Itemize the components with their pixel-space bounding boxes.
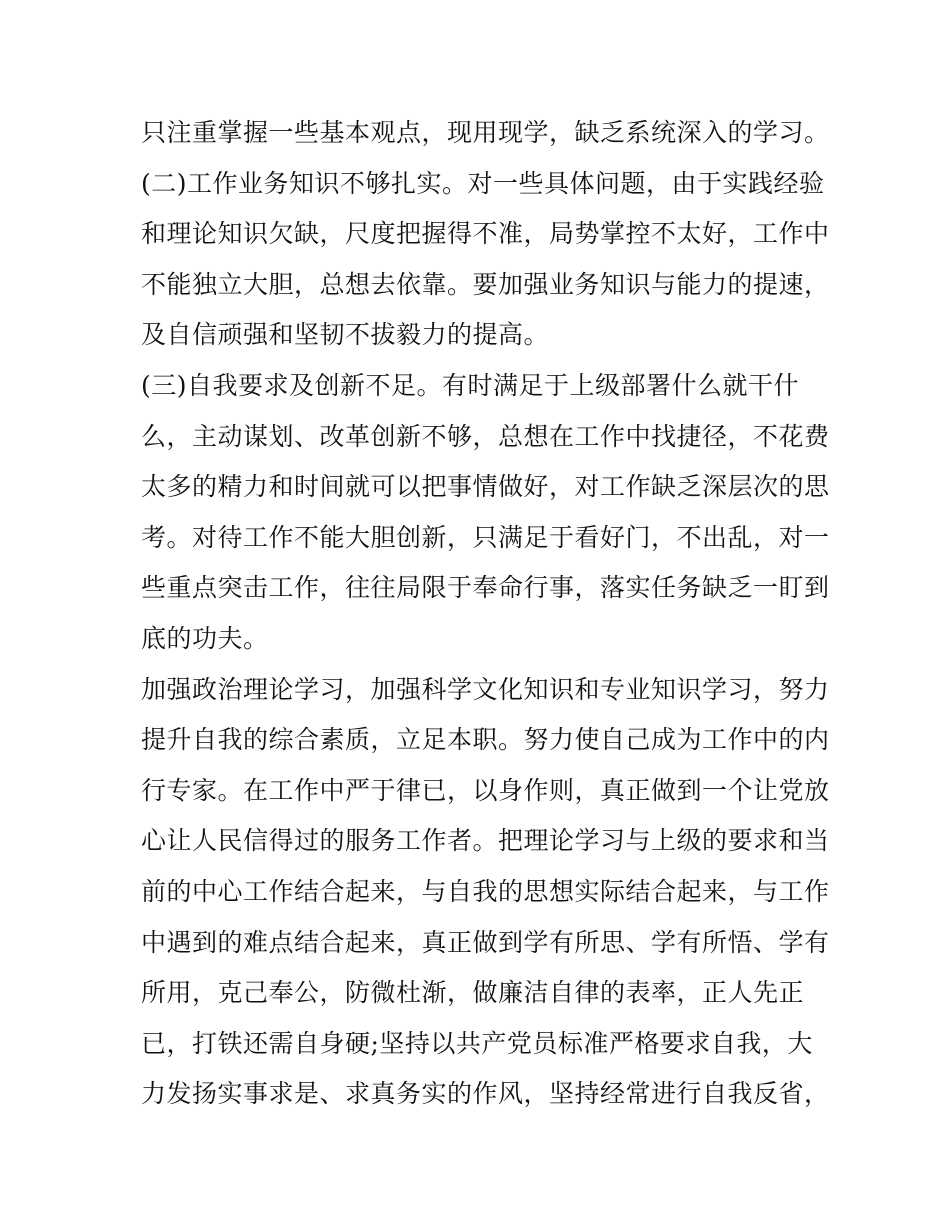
text-line: 加强政治理论学习，加强科学文化知识和专业知识学习，努力 xyxy=(141,674,830,704)
text-line: 和理论知识欠缺，尺度把握得不准，局势掌控不太好，工作中 xyxy=(141,219,830,249)
text-line: 些重点突击工作，往往局限于奉命行事，落实任务缺乏一盯到 xyxy=(141,573,830,603)
text-line: 行专家。在工作中严于律已，以身作则，真正做到一个让党放 xyxy=(141,775,830,805)
text-line: 底的功夫。 xyxy=(141,623,269,653)
text-line: 心让人民信得过的服务工作者。把理论学习与上级的要求和当 xyxy=(141,826,830,856)
text-line: 太多的精力和时间就可以把事情做好，对工作缺乏深层次的思 xyxy=(141,472,830,502)
text-line: 只注重掌握一些基本观点，现用现学，缺乏系统深入的学习。 xyxy=(141,118,830,147)
text-line: 已，打铁还需自身硬;坚持以共产党员标准严格要求自我，大 xyxy=(141,1028,813,1058)
text-line: 前的中心工作结合起来，与自我的思想实际结合起来，与工作 xyxy=(141,876,830,906)
text-line: 中遇到的难点结合起来，真正做到学有所思、学有所悟、学有 xyxy=(141,927,830,957)
text-line: 提升自我的综合素质，立足本职。努力使自己成为工作中的内 xyxy=(141,725,830,755)
text-line: 及自信顽强和坚韧不拔毅力的提高。 xyxy=(141,320,550,350)
text-line: 么，主动谋划、改革创新不够，总想在工作中找捷径，不花费 xyxy=(141,421,830,451)
text-line: 所用，克己奉公，防微杜渐，做廉洁自律的表率，正人先正 xyxy=(141,978,805,1008)
text-line: 考。对待工作不能大胆创新，只满足于看好门，不出乱，对一 xyxy=(141,522,830,552)
document-body-text xyxy=(141,108,830,1120)
text-line: (三)自我要求及创新不足。有时满足于上级部署什么就干什 xyxy=(141,370,800,400)
text-line: (二)工作业务知识不够扎实。对一些具体问题，由于实践经验 xyxy=(141,168,825,198)
text-line: 不能独立大胆，总想去依靠。要加强业务知识与能力的提速， xyxy=(141,269,830,299)
text-line: 力发扬实事求是、求真务实的作风，坚持经常进行自我反省， xyxy=(141,1079,830,1109)
